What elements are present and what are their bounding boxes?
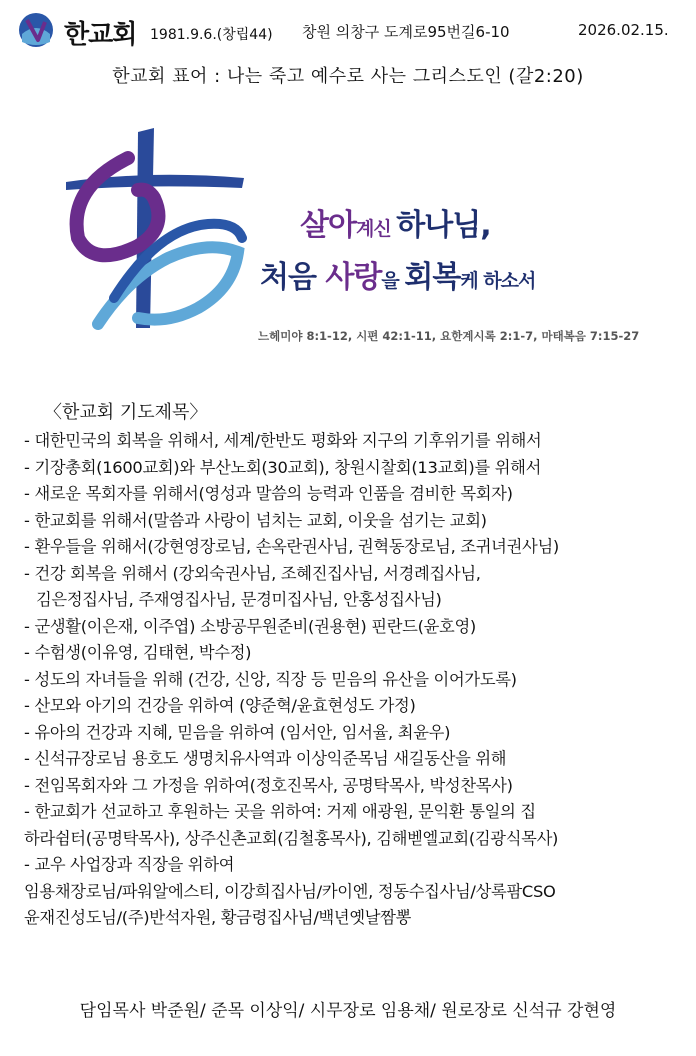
prayer-item: - 대한민국의 회복을 위해서, 세계/한반도 평화와 지구의 기후위기를 위해서 bbox=[24, 431, 542, 450]
church-name: 한교회 bbox=[64, 20, 137, 50]
prayer-list bbox=[24, 428, 686, 932]
theme-segment: 회복 bbox=[404, 260, 461, 295]
prayer-item: - 새로운 목회자를 위해서(영성과 말씀의 능력과 인품을 겸비한 목회자) bbox=[24, 484, 513, 503]
theme-segment: 처음 bbox=[260, 260, 326, 295]
prayer-item: - 전임목회자와 그 가정을 위하여(정호진목사, 공명탁목사, 박성찬목사) bbox=[24, 775, 513, 795]
scripture-references: 느헤미야 8:1-12, 시편 42:1-11, 요한계시록 2:1-7, 마태복음 7:15-27 bbox=[258, 329, 640, 343]
prayer-item: 김은정집사님, 주재영집사님, 문경미집사님, 안홍성집사님) bbox=[36, 590, 442, 609]
prayer-item: 윤재진성도님/(주)반석자원, 황금령집사님/백년옛날짬뽕 bbox=[24, 908, 412, 927]
theme-segment: 사랑 bbox=[325, 260, 382, 295]
church-logo-icon bbox=[18, 12, 54, 48]
prayer-item: - 수험생(이유영, 김태현, 박수정) bbox=[24, 643, 252, 662]
prayer-item: - 건강 회복을 위해서 (강외숙권사님, 조혜진집사님, 서경례집사님, bbox=[24, 563, 481, 583]
prayer-title: 〈한교회 기도제목〉 bbox=[44, 402, 208, 423]
prayer-item: 하라쉼터(공명탁목사), 상주신촌교회(김철홍목사), 김해벧엘교회(김광식목사) bbox=[24, 828, 559, 848]
prayer-topics bbox=[24, 400, 686, 932]
theme-segment: 을 bbox=[381, 270, 405, 292]
theme-segment: 케 하소서 bbox=[460, 270, 536, 292]
theme-line-2 bbox=[260, 252, 535, 296]
prayer-item: - 한교회가 선교하고 후원하는 곳을 위하여: 거제 애광원, 문익환 통일의 집 bbox=[24, 802, 536, 821]
prayer-item: - 신석규장로님 용호도 생명치유사역과 이상익준목님 새길동산을 위해 bbox=[24, 749, 507, 768]
prayer-item: 임용채장로님/파워알에스티, 이강희집사님/카이엔, 정동수집사님/상록팜CSO bbox=[24, 881, 556, 901]
prayer-item: - 환우들을 위해서(강현영장로님, 손옥란권사님, 권혁동장로님, 조귀녀권사님) bbox=[24, 537, 559, 556]
bulletin-header bbox=[0, 0, 696, 56]
theme-segment: 살아 bbox=[300, 208, 356, 243]
theme-line-1 bbox=[300, 200, 491, 244]
prayer-item: - 군생활(이은재, 이주엽) 소방공무원준비(권용현) 핀란드(윤호영) bbox=[24, 616, 476, 636]
prayer-item: - 기장총회(1600교회)와 부산노회(30교회), 창원시찰회(13교회)를 위해서 bbox=[24, 457, 541, 477]
prayer-item: - 성도의 자녀들을 위해 (건강, 신앙, 직장 등 믿음의 유산을 이어가도록) bbox=[24, 669, 517, 689]
prayer-item: - 유아의 건강과 지혜, 믿음을 위하여 (임서안, 임서율, 최윤우) bbox=[24, 722, 451, 742]
theme-segment: 하나님, bbox=[396, 208, 491, 243]
pastor-credits: 담임목사 박준원/ 준목 이상익/ 시무장로 임용채/ 원로장로 신석규 강현영 bbox=[79, 1001, 617, 1021]
prayer-item: - 한교회를 위해서(말씀과 사랑이 넘치는 교회, 이웃을 섬기는 교회) bbox=[24, 510, 487, 530]
church-motto: 한교회 표어 : 나는 죽고 예수로 사는 그리스도인 (갈2:20) bbox=[112, 66, 584, 87]
cross-emblem-icon bbox=[58, 128, 248, 333]
church-address: 창원 의창구 도계로95번길6-10 bbox=[302, 23, 510, 41]
bulletin-date: 2026.02.15. bbox=[578, 21, 669, 39]
founded-date: 1981.9.6.(창립44) bbox=[150, 27, 273, 43]
theme-segment: 계신 bbox=[355, 218, 397, 240]
prayer-item: - 산모와 아기의 건강을 위하여 (양준혁/윤효현성도 가정) bbox=[24, 696, 416, 715]
prayer-item: - 교우 사업장과 직장을 위하여 bbox=[24, 855, 235, 874]
